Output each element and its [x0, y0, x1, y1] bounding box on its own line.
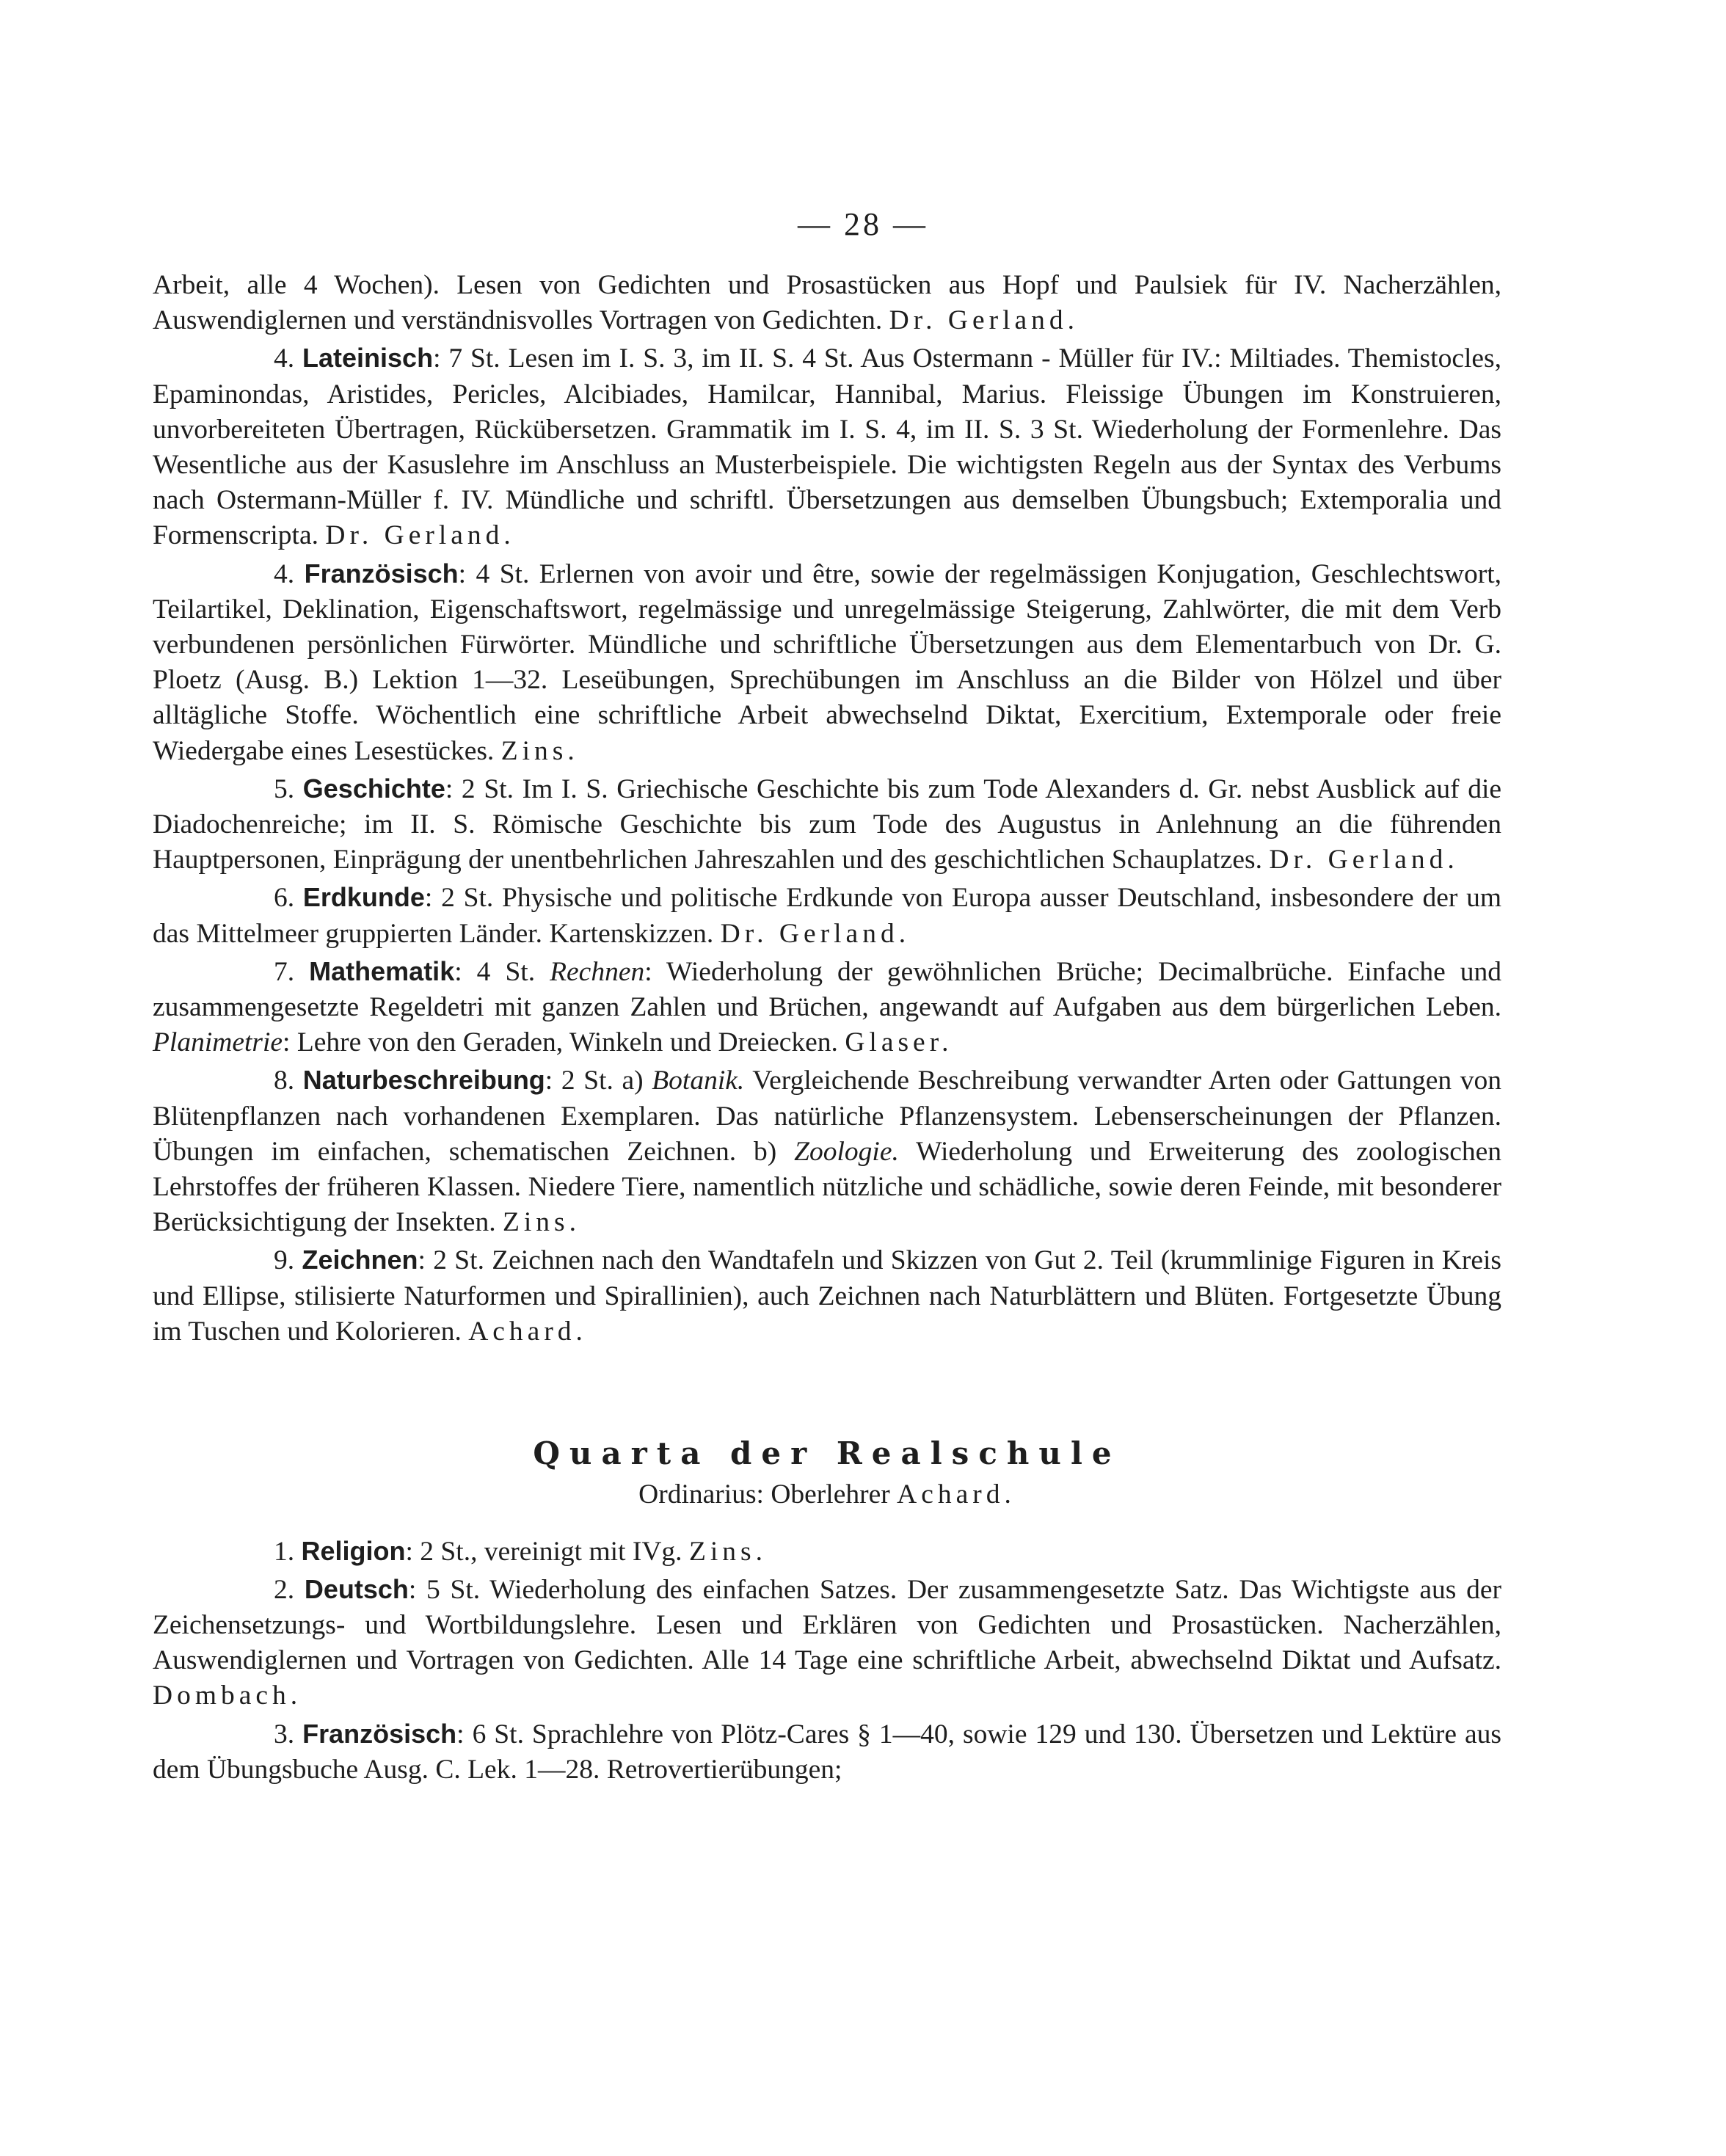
paragraph-religion [153, 1534, 1501, 1570]
teacher-name: Dr. Gerland. [720, 918, 911, 949]
italic-term: Botanik. [652, 1066, 745, 1096]
subject-heading: Religion [301, 1535, 406, 1566]
paragraph-text: : 2 St. Physische und politische Erdkunde von Europa ausser Deutschland, insbesondere der um das Mittelmeer gruppierten Länder. Kartenskizzen. [153, 883, 1501, 949]
teacher-name: Zins. [688, 1536, 767, 1567]
paragraph-text: : Lehre von den Geraden, Winkeln und Dreiecken. [283, 1027, 838, 1058]
item-number: 8. [274, 1066, 295, 1096]
paragraph-german [153, 1572, 1501, 1714]
paragraph-text: : 2 St. a) [545, 1066, 652, 1096]
teacher-name: Zins. [502, 1207, 580, 1238]
ordinarius-label: Ordinarius: Oberlehrer [638, 1479, 897, 1510]
teacher-name: Achard. [897, 1479, 1016, 1510]
subject-heading: Mathematik [309, 955, 455, 986]
teacher-name: Achard. [468, 1316, 587, 1347]
paragraph-natural-history [153, 1063, 1501, 1240]
paragraph-latin [153, 340, 1501, 553]
paragraph-text: Arbeit, alle 4 Wochen). Lesen von Gedichten und Prosastücken aus Hopf und Paulsiek für IV. Nacherzählen, Auswendiglernen und verständnisvolles Vortragen von Gedichten. [153, 270, 1501, 336]
item-number: 5. [274, 773, 295, 804]
subject-heading: Französisch [304, 558, 459, 589]
item-number: 9. [274, 1245, 295, 1276]
subject-heading: Geschichte [302, 773, 445, 804]
item-number: 4. [274, 343, 295, 374]
subject-heading: Zeichnen [302, 1245, 418, 1275]
paragraph-text: : 4 St. Erlernen von avoir und être, sowie der regelmässigen Konjugation, Geschlechtswort, Teilartikel, Deklination, Eigenschaftswort, regelmässige und unregelmässige Steigerung, Zahlwörter, die mit dem Verb verbundenen persönlichen Fürwörter. Mündliche und schriftliche Übersetzungen aus dem Elementarbuch von Dr. G. Ploetz (Ausg. B.) Lektion 1—32. Leseübungen, Sprechübungen im Anschluss an die Bilder von Hölzel und über alltägliche Stoffe. Wöchentlich eine schriftliche Arbeit abwechselnd Diktat, Exercitium, Extemporale oder freie Wiedergabe eines Lesestückes. [153, 558, 1502, 766]
item-number: 4. [274, 558, 295, 589]
paragraph-geography [153, 880, 1501, 951]
item-number: 6. [274, 883, 295, 914]
page-number: — 28 — [798, 206, 928, 242]
teacher-name: Dr. Gerland. [325, 520, 515, 551]
teacher-name: Dr. Gerland. [889, 305, 1079, 336]
subject-heading: Deutsch [304, 1573, 409, 1604]
teacher-name: Glaser. [845, 1027, 953, 1058]
item-number: 2. [274, 1574, 295, 1605]
paragraph-french-realschule [153, 1716, 1501, 1788]
italic-term: Planimetrie [153, 1027, 283, 1058]
subject-heading: Französisch [302, 1718, 457, 1749]
paragraph-mathematics [153, 954, 1501, 1061]
paragraph-text: : 4 St. [454, 956, 550, 987]
italic-term: Rechnen [550, 956, 645, 987]
subject-heading: Naturbeschreibung [302, 1065, 545, 1096]
section-title: Quarta der Realschule [533, 1435, 1121, 1472]
item-number: 1. [274, 1536, 295, 1567]
paragraph-drawing [153, 1242, 1501, 1350]
teacher-name: Zins. [500, 735, 579, 766]
document-body [153, 268, 1501, 1788]
teacher-name: Dombach. [153, 1680, 302, 1711]
item-number: 3. [274, 1719, 295, 1749]
paragraph-text: : 2 St., vereinigt mit IVg. [405, 1536, 682, 1567]
subject-heading: Erdkunde [302, 882, 425, 913]
paragraph-french [153, 556, 1501, 769]
paragraph-text: Vergleichende Beschreibung verwandter Arten oder Gattungen von Blütenpflanzen nach vorhandenen Exemplaren. Das natürliche Pflanzensystem. Lebenserscheinungen der Pflanzen. Übungen im einfachen, schematischen Zeichnen. b) [153, 1066, 1502, 1167]
paragraph-text: Wiederholung und Erweiterung des zoologischen Lehrstoffes der früheren Klassen. Niedere Tiere, namentlich nützliche und schädliche, sowie deren Feinde, mit besonderer Berücksichtigung der Insekten. [153, 1136, 1501, 1238]
subject-heading: Lateinisch [302, 343, 434, 374]
paragraph-text: : 5 St. Wiederholung des einfachen Satzes. Der zusammengesetzte Satz. Das Wichtigste aus der Zeichensetzungs- und Wortbildungslehre. Lesen und Erklären von Gedichten und Prosastücken. Nacherzählen, Auswendiglernen und Vortragen von Gedichten. Alle 14 Tage eine schriftliche Arbeit, abwechselnd Diktat und Aufsatz. [153, 1574, 1501, 1676]
item-number: 7. [274, 956, 295, 987]
paragraph-text: : 6 St. Sprachlehre von Plötz-Cares § 1—40, sowie 129 und 130. Übersetzen und Lektüre aus dem Übungsbuche Ausg. C. Lek. 1—28. Retrovertierübungen; [153, 1719, 1501, 1785]
paragraph-history [153, 771, 1501, 878]
paragraph-text: : 2 St. Zeichnen nach den Wandtafeln und Skizzen von Gut 2. Teil (krummlinige Figuren in Kreis und Ellipse, stilisierte Naturformen und Spirallinien), auch Zeichnen nach Naturblättern und Blüten. Fortgesetzte Übung im Tuschen und Kolorieren. [153, 1245, 1502, 1347]
ordinarius-line [153, 1477, 1501, 1512]
teacher-name: Dr. Gerland. [1269, 845, 1459, 875]
paragraph-german-continuation [153, 268, 1501, 338]
italic-term: Zoologie. [794, 1136, 899, 1167]
paragraph-text: : 2 St. Im I. S. Griechische Geschichte bis zum Tode Alexanders d. Gr. nebst Ausblick auf die Diadochenreiche; im II. S. Römische Geschichte bis zum Tode des Augustus in Anlehnung an die führenden Hauptpersonen, Einprägung der unentbehrlichen Jahreszahlen und des geschichtlichen Schauplatzes. [153, 773, 1502, 875]
paragraph-text: : Wiederholung der gewöhnlichen Brüche; Decimalbrüche. Einfache und zusammengesetzte Regeldetri mit ganzen Zahlen und Brüchen, angewandt auf Aufgaben aus dem bürgerlichen Leben. [153, 956, 1502, 1023]
paragraph-text: : 7 St. Lesen im I. S. 3, im II. S. 4 St. Aus Ostermann - Müller für IV.: Miltiades. Themistocles, Epaminondas, Aristides, Pericles, Alcibiades, Hamilcar, Hannibal, Marius. Fleissige Übungen im Konstruieren, unvorbereiteten Übertragen, Rückübersetzen. Grammatik im I. S. 4, im II. S. 3 St. Wiederholung der Formenlehre. Das Wesentliche aus der Kasuslehre im Anschluss an Musterbeispiele. Die wichtigsten Regeln aus der Syntax des Verbums nach Ostermann-Müller f. IV. Mündliche und schriftl. Übersetzungen aus demselben Übungsbuch; Extemporalia und Formenscripta. [153, 343, 1501, 551]
